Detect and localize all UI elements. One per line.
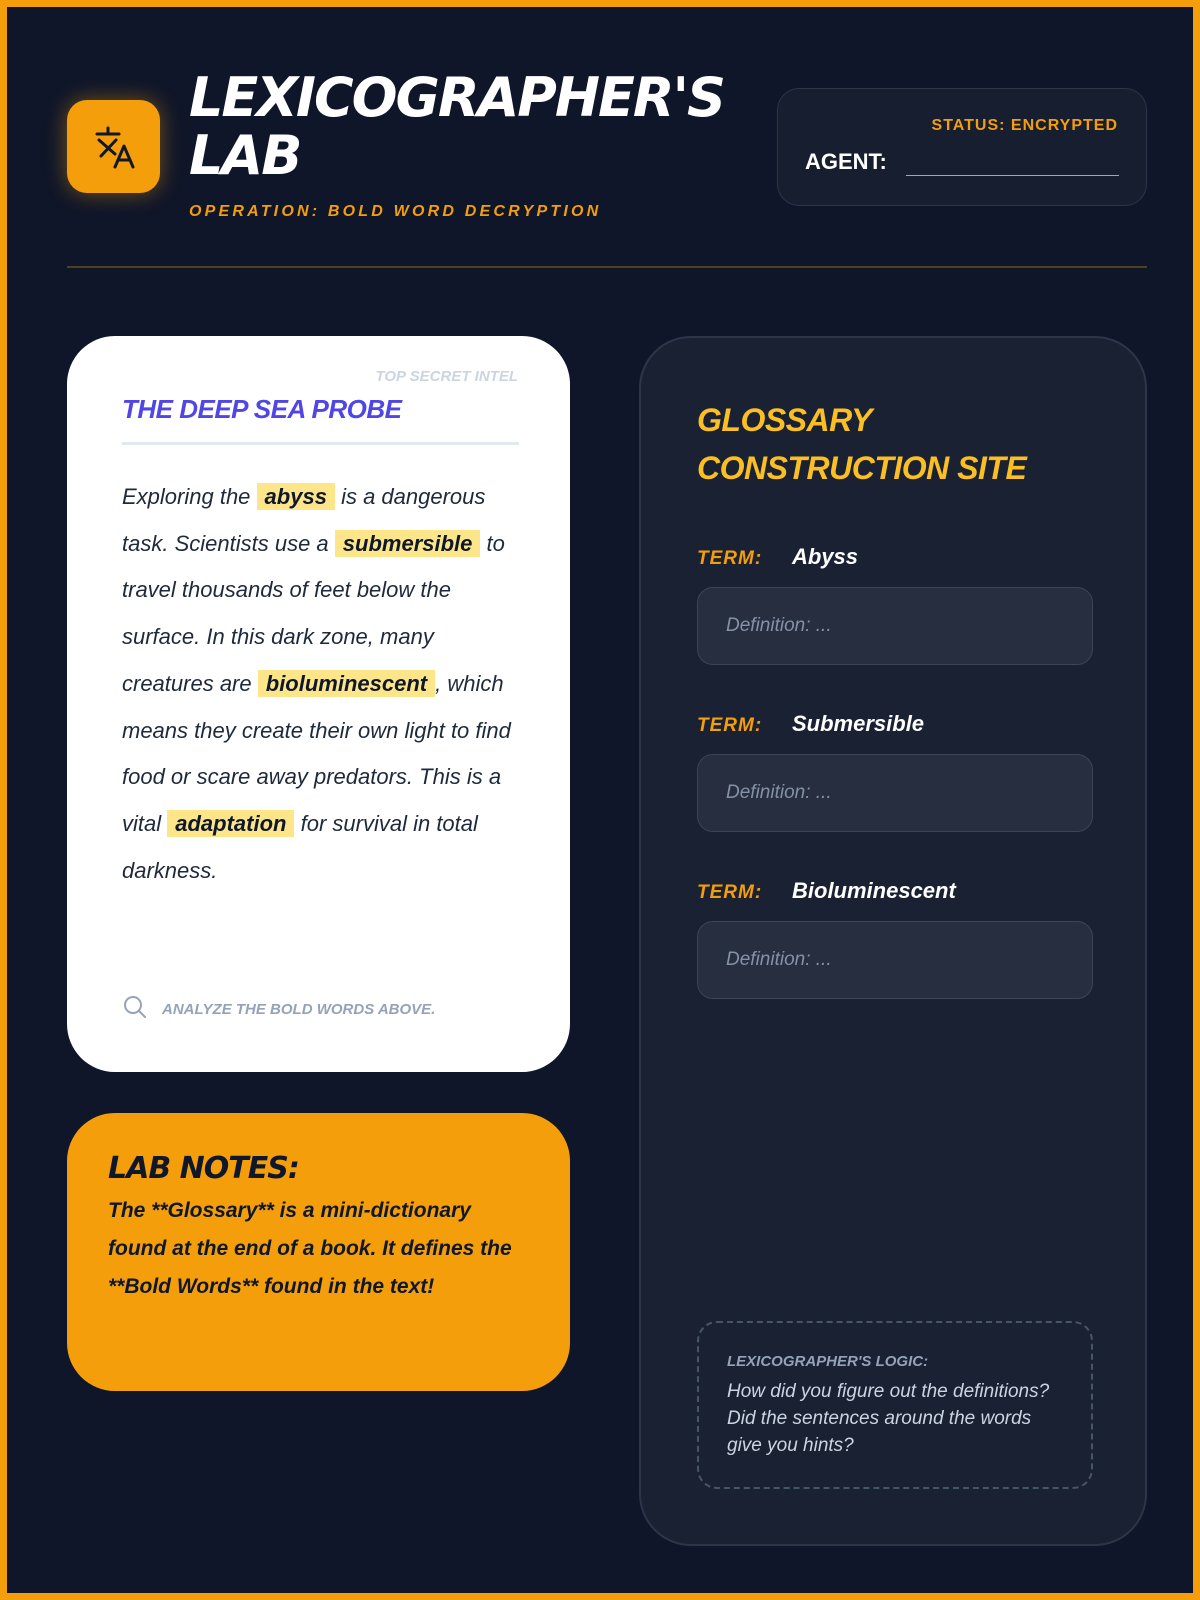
- term-abyss: Abyss: [792, 544, 859, 569]
- passage-text: is a dangerous task. Scientists use a: [122, 484, 486, 556]
- glossary-title-line-1: GLOSSARY: [697, 402, 872, 438]
- logic-title: LEXICOGRAPHER'S LOGIC:: [727, 1353, 929, 1370]
- title-line-1: LEXICOGRAPHER'S: [189, 66, 724, 129]
- intel-passage: [122, 474, 522, 894]
- subtitle: OPERATION: BOLD WORD DECRYPTION: [189, 203, 602, 220]
- passage-text: for survival in total darkness.: [122, 810, 478, 883]
- term-label: TERM:: [697, 715, 763, 736]
- search-icon: [122, 994, 148, 1025]
- logic-box[interactable]: [697, 1321, 1093, 1489]
- intel-tag: TOP SECRET INTEL: [375, 368, 518, 385]
- lab-notes-title: LAB NOTES:: [108, 1151, 299, 1186]
- term-bioluminescent: Bioluminescent: [792, 878, 956, 903]
- term-label: TERM:: [697, 882, 763, 903]
- term-row: [697, 878, 956, 904]
- bold-word-bioluminescent: bioluminescent: [258, 670, 435, 697]
- intel-divider: [122, 442, 519, 445]
- analyze-hint: [122, 994, 435, 1025]
- agent-box: [777, 88, 1147, 206]
- bold-word-abyss: abyss: [257, 483, 335, 510]
- status-badge: STATUS: ENCRYPTED: [931, 117, 1118, 134]
- passage-text: Exploring the: [122, 484, 251, 509]
- agent-name-field[interactable]: [906, 175, 1119, 176]
- definition-field-bioluminescent[interactable]: [697, 921, 1093, 999]
- logic-prompt: How did you figure out the definitions? Did the sentences around the words give you hints?: [727, 1381, 1050, 1456]
- term-submersible: Submersible: [792, 711, 925, 736]
- intel-title: THE DEEP SEA PROBE: [122, 394, 402, 424]
- translate-icon: [67, 100, 160, 193]
- bold-word-submersible: submersible: [335, 530, 481, 557]
- passage-text: to travel thousands of feet below the surface. In this dark zone, many creatures are: [122, 530, 505, 696]
- header-divider: [67, 266, 1147, 268]
- lab-notes-text: The **Glossary** is a mini-dictionary found at the end of a book. It defines the **Bold Words** found in the text!: [108, 1199, 512, 1298]
- term-label: TERM:: [697, 548, 763, 569]
- agent-label: AGENT:: [805, 149, 887, 174]
- bold-word-adaptation: adaptation: [167, 810, 294, 837]
- page-title: [189, 66, 769, 187]
- glossary-panel: [639, 336, 1147, 1546]
- definition-field-submersible[interactable]: [697, 754, 1093, 832]
- analyze-text: ANALYZE THE BOLD WORDS ABOVE.: [162, 1001, 436, 1018]
- glossary-title-line-2: CONSTRUCTION SITE: [697, 450, 1027, 486]
- term-row: [697, 711, 924, 737]
- glossary-title: [697, 396, 1026, 492]
- passage-text: , which means they create their own light to find food or scare away predators. This is a vital: [122, 670, 511, 836]
- term-row: [697, 544, 858, 570]
- lab-notes-card: [67, 1113, 570, 1391]
- intel-card: [67, 336, 570, 1072]
- definition-field-abyss[interactable]: [697, 587, 1093, 665]
- title-line-2: LAB: [189, 124, 301, 187]
